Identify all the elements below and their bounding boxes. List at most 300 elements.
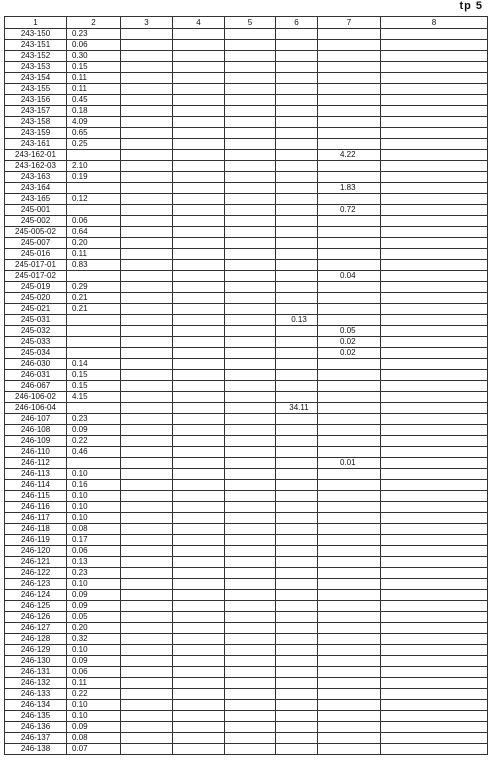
col8-cell bbox=[381, 667, 488, 678]
table-row bbox=[5, 106, 488, 117]
col4-cell bbox=[173, 370, 225, 381]
col3-cell bbox=[121, 480, 173, 491]
col8-cell bbox=[381, 557, 488, 568]
table-row bbox=[5, 381, 488, 392]
col2-cell: 0.05 bbox=[67, 612, 121, 623]
table-row bbox=[5, 150, 488, 161]
col5-cell bbox=[225, 700, 276, 711]
col6-cell bbox=[276, 51, 318, 62]
col2-cell: 0.65 bbox=[67, 128, 121, 139]
data-table bbox=[4, 16, 488, 755]
col8-cell bbox=[381, 678, 488, 689]
col7-cell bbox=[318, 546, 381, 557]
col2-cell: 0.21 bbox=[67, 293, 121, 304]
table-row bbox=[5, 414, 488, 425]
col5-cell bbox=[225, 370, 276, 381]
col6-cell bbox=[276, 425, 318, 436]
col2-cell: 0.10 bbox=[67, 513, 121, 524]
col5-cell bbox=[225, 722, 276, 733]
col5-cell bbox=[225, 326, 276, 337]
col8-cell bbox=[381, 425, 488, 436]
col2-cell: 0.11 bbox=[67, 249, 121, 260]
col5-cell bbox=[225, 678, 276, 689]
col8-cell bbox=[381, 535, 488, 546]
col8-cell bbox=[381, 216, 488, 227]
col2-cell: 0.21 bbox=[67, 304, 121, 315]
col3-cell bbox=[121, 700, 173, 711]
col7-cell bbox=[318, 667, 381, 678]
table-row bbox=[5, 194, 488, 205]
col3-cell bbox=[121, 150, 173, 161]
col7-cell bbox=[318, 29, 381, 40]
col3-cell bbox=[121, 62, 173, 73]
table-row bbox=[5, 326, 488, 337]
row-id-cell: 243-157 bbox=[5, 106, 67, 117]
row-id-cell: 246-114 bbox=[5, 480, 67, 491]
table-row bbox=[5, 612, 488, 623]
table-body bbox=[5, 29, 488, 755]
row-id-cell: 245-005-02 bbox=[5, 227, 67, 238]
col6-cell bbox=[276, 73, 318, 84]
col8-cell bbox=[381, 183, 488, 194]
row-id-cell: 246-106-04 bbox=[5, 403, 67, 414]
col5-cell bbox=[225, 139, 276, 150]
col2-cell: 0.10 bbox=[67, 711, 121, 722]
col4-cell bbox=[173, 447, 225, 458]
col3-cell bbox=[121, 139, 173, 150]
col4-cell bbox=[173, 128, 225, 139]
col2-cell: 0.23 bbox=[67, 568, 121, 579]
col7-cell bbox=[318, 513, 381, 524]
row-id-cell: 243-159 bbox=[5, 128, 67, 139]
col5-cell bbox=[225, 447, 276, 458]
table-row bbox=[5, 700, 488, 711]
col8-cell bbox=[381, 260, 488, 271]
table-row bbox=[5, 40, 488, 51]
col6-cell bbox=[276, 722, 318, 733]
col5-cell bbox=[225, 337, 276, 348]
col3-cell bbox=[121, 117, 173, 128]
row-id-cell: 245-017-01 bbox=[5, 260, 67, 271]
col8-cell bbox=[381, 469, 488, 480]
col4-cell bbox=[173, 293, 225, 304]
table-row bbox=[5, 722, 488, 733]
col7-cell bbox=[318, 260, 381, 271]
col6-cell bbox=[276, 381, 318, 392]
col8-cell bbox=[381, 139, 488, 150]
table-row bbox=[5, 271, 488, 282]
col2-cell: 0.11 bbox=[67, 73, 121, 84]
table-row bbox=[5, 667, 488, 678]
table-row bbox=[5, 579, 488, 590]
col8-cell bbox=[381, 73, 488, 84]
col3-cell bbox=[121, 172, 173, 183]
col5-cell bbox=[225, 117, 276, 128]
col7-cell bbox=[318, 403, 381, 414]
col4-cell bbox=[173, 656, 225, 667]
row-id-cell: 243-152 bbox=[5, 51, 67, 62]
row-id-cell: 246-131 bbox=[5, 667, 67, 678]
col8-cell bbox=[381, 458, 488, 469]
col5-cell bbox=[225, 557, 276, 568]
col8-cell bbox=[381, 546, 488, 557]
col6-cell bbox=[276, 711, 318, 722]
col2-cell: 0.06 bbox=[67, 216, 121, 227]
col7-cell: 0.02 bbox=[318, 348, 381, 359]
col8-cell bbox=[381, 689, 488, 700]
col4-cell bbox=[173, 700, 225, 711]
col2-cell: 0.32 bbox=[67, 634, 121, 645]
table-row bbox=[5, 62, 488, 73]
col4-cell bbox=[173, 84, 225, 95]
table-row bbox=[5, 491, 488, 502]
col3-cell bbox=[121, 260, 173, 271]
col5-cell bbox=[225, 150, 276, 161]
col3-cell bbox=[121, 106, 173, 117]
col6-cell bbox=[276, 634, 318, 645]
col7-cell bbox=[318, 249, 381, 260]
col6-cell bbox=[276, 205, 318, 216]
col7-cell bbox=[318, 645, 381, 656]
row-id-cell: 246-130 bbox=[5, 656, 67, 667]
col3-cell bbox=[121, 557, 173, 568]
col4-cell bbox=[173, 172, 225, 183]
col6-cell bbox=[276, 194, 318, 205]
col3-cell bbox=[121, 469, 173, 480]
col5-cell bbox=[225, 491, 276, 502]
col5-cell bbox=[225, 183, 276, 194]
col5-cell bbox=[225, 392, 276, 403]
col5-cell bbox=[225, 106, 276, 117]
col7-cell bbox=[318, 722, 381, 733]
col2-cell: 4.09 bbox=[67, 117, 121, 128]
col4-cell bbox=[173, 601, 225, 612]
col5-cell bbox=[225, 469, 276, 480]
col5-cell bbox=[225, 304, 276, 315]
row-id-cell: 243-161 bbox=[5, 139, 67, 150]
col7-cell bbox=[318, 62, 381, 73]
table-row bbox=[5, 524, 488, 535]
table-row bbox=[5, 29, 488, 40]
table-row bbox=[5, 205, 488, 216]
col8-cell bbox=[381, 205, 488, 216]
col8-cell bbox=[381, 645, 488, 656]
row-id-cell: 245-019 bbox=[5, 282, 67, 293]
col5-cell bbox=[225, 601, 276, 612]
row-id-cell: 246-067 bbox=[5, 381, 67, 392]
col7-cell bbox=[318, 733, 381, 744]
col2-cell: 0.09 bbox=[67, 590, 121, 601]
col6-cell bbox=[276, 645, 318, 656]
col4-cell bbox=[173, 183, 225, 194]
col2-cell: 4.15 bbox=[67, 392, 121, 403]
col8-cell bbox=[381, 722, 488, 733]
col7-cell bbox=[318, 678, 381, 689]
col3-cell bbox=[121, 733, 173, 744]
col2-cell bbox=[67, 403, 121, 414]
col6-cell bbox=[276, 733, 318, 744]
col8-cell bbox=[381, 403, 488, 414]
row-id-cell: 245-032 bbox=[5, 326, 67, 337]
table-row bbox=[5, 403, 488, 414]
row-id-cell: 243-156 bbox=[5, 95, 67, 106]
col8-cell bbox=[381, 304, 488, 315]
col8-cell bbox=[381, 414, 488, 425]
col5-cell bbox=[225, 579, 276, 590]
col3-cell bbox=[121, 216, 173, 227]
row-id-cell: 245-020 bbox=[5, 293, 67, 304]
col5-cell bbox=[225, 282, 276, 293]
row-id-cell: 246-132 bbox=[5, 678, 67, 689]
row-id-cell: 243-162-03 bbox=[5, 161, 67, 172]
col2-cell bbox=[67, 271, 121, 282]
col4-cell bbox=[173, 744, 225, 755]
col2-cell: 0.16 bbox=[67, 480, 121, 491]
col8-cell bbox=[381, 359, 488, 370]
col6-cell bbox=[276, 183, 318, 194]
col2-cell: 0.19 bbox=[67, 172, 121, 183]
col4-cell bbox=[173, 502, 225, 513]
col5-cell bbox=[225, 73, 276, 84]
table-row bbox=[5, 227, 488, 238]
col6-cell bbox=[276, 414, 318, 425]
col2-cell: 0.06 bbox=[67, 40, 121, 51]
col7-cell: 4.22 bbox=[318, 150, 381, 161]
col5-cell bbox=[225, 513, 276, 524]
col6-cell bbox=[276, 546, 318, 557]
col7-cell bbox=[318, 656, 381, 667]
col7-cell bbox=[318, 40, 381, 51]
col7-cell bbox=[318, 216, 381, 227]
col4-cell bbox=[173, 117, 225, 128]
col4-cell bbox=[173, 249, 225, 260]
col5-cell bbox=[225, 95, 276, 106]
col4-cell bbox=[173, 40, 225, 51]
col7-cell bbox=[318, 304, 381, 315]
col3-cell bbox=[121, 513, 173, 524]
table-row bbox=[5, 469, 488, 480]
col7-cell: 0.04 bbox=[318, 271, 381, 282]
col6-cell bbox=[276, 139, 318, 150]
col5-cell bbox=[225, 29, 276, 40]
col2-cell bbox=[67, 458, 121, 469]
col8-cell bbox=[381, 249, 488, 260]
row-id-cell: 246-116 bbox=[5, 502, 67, 513]
col7-cell bbox=[318, 370, 381, 381]
col6-cell bbox=[276, 656, 318, 667]
column-header-1: 1 bbox=[5, 17, 67, 29]
row-id-cell: 246-129 bbox=[5, 645, 67, 656]
col3-cell bbox=[121, 95, 173, 106]
col3-cell bbox=[121, 359, 173, 370]
col3-cell bbox=[121, 381, 173, 392]
col6-cell bbox=[276, 293, 318, 304]
table-row bbox=[5, 436, 488, 447]
col3-cell bbox=[121, 84, 173, 95]
col2-cell bbox=[67, 183, 121, 194]
col7-cell bbox=[318, 502, 381, 513]
col2-cell: 0.64 bbox=[67, 227, 121, 238]
col5-cell bbox=[225, 62, 276, 73]
col4-cell bbox=[173, 29, 225, 40]
col8-cell bbox=[381, 601, 488, 612]
table-row bbox=[5, 711, 488, 722]
col7-cell: 0.72 bbox=[318, 205, 381, 216]
col7-cell bbox=[318, 194, 381, 205]
col8-cell bbox=[381, 117, 488, 128]
column-header-4: 4 bbox=[173, 17, 225, 29]
header-row bbox=[5, 17, 488, 29]
table-row bbox=[5, 744, 488, 755]
col3-cell bbox=[121, 128, 173, 139]
col5-cell bbox=[225, 623, 276, 634]
col3-cell bbox=[121, 436, 173, 447]
col4-cell bbox=[173, 458, 225, 469]
col6-cell bbox=[276, 249, 318, 260]
col7-cell bbox=[318, 51, 381, 62]
col2-cell: 0.10 bbox=[67, 579, 121, 590]
col8-cell bbox=[381, 480, 488, 491]
col6-cell bbox=[276, 304, 318, 315]
col7-cell bbox=[318, 425, 381, 436]
row-id-cell: 243-165 bbox=[5, 194, 67, 205]
col6-cell bbox=[276, 436, 318, 447]
col7-cell bbox=[318, 227, 381, 238]
col6-cell bbox=[276, 117, 318, 128]
col2-cell: 0.22 bbox=[67, 436, 121, 447]
col4-cell bbox=[173, 381, 225, 392]
col3-cell bbox=[121, 722, 173, 733]
col7-cell bbox=[318, 491, 381, 502]
col4-cell bbox=[173, 205, 225, 216]
row-id-cell: 246-123 bbox=[5, 579, 67, 590]
row-id-cell: 243-163 bbox=[5, 172, 67, 183]
col3-cell bbox=[121, 546, 173, 557]
col4-cell bbox=[173, 425, 225, 436]
row-id-cell: 246-117 bbox=[5, 513, 67, 524]
row-id-cell: 246-137 bbox=[5, 733, 67, 744]
col7-cell bbox=[318, 359, 381, 370]
col4-cell bbox=[173, 304, 225, 315]
col3-cell bbox=[121, 601, 173, 612]
col4-cell bbox=[173, 62, 225, 73]
col7-cell bbox=[318, 73, 381, 84]
col4-cell bbox=[173, 414, 225, 425]
col4-cell bbox=[173, 634, 225, 645]
col8-cell bbox=[381, 348, 488, 359]
col8-cell bbox=[381, 84, 488, 95]
col3-cell bbox=[121, 744, 173, 755]
col4-cell bbox=[173, 216, 225, 227]
col6-cell bbox=[276, 282, 318, 293]
col2-cell: 0.10 bbox=[67, 700, 121, 711]
col3-cell bbox=[121, 634, 173, 645]
col7-cell bbox=[318, 84, 381, 95]
col2-cell: 0.23 bbox=[67, 29, 121, 40]
col6-cell: 34.11 bbox=[276, 403, 318, 414]
col8-cell bbox=[381, 711, 488, 722]
col2-cell: 0.09 bbox=[67, 425, 121, 436]
col2-cell: 0.06 bbox=[67, 546, 121, 557]
table-row bbox=[5, 161, 488, 172]
col4-cell bbox=[173, 238, 225, 249]
col4-cell bbox=[173, 590, 225, 601]
table-row bbox=[5, 183, 488, 194]
col6-cell bbox=[276, 513, 318, 524]
col4-cell bbox=[173, 711, 225, 722]
col6-cell bbox=[276, 469, 318, 480]
table-row bbox=[5, 216, 488, 227]
row-id-cell: 245-034 bbox=[5, 348, 67, 359]
col5-cell bbox=[225, 458, 276, 469]
col7-cell bbox=[318, 381, 381, 392]
col4-cell bbox=[173, 557, 225, 568]
col4-cell bbox=[173, 271, 225, 282]
table-row bbox=[5, 601, 488, 612]
col5-cell bbox=[225, 535, 276, 546]
col6-cell bbox=[276, 29, 318, 40]
col3-cell bbox=[121, 249, 173, 260]
col5-cell bbox=[225, 238, 276, 249]
col6-cell bbox=[276, 480, 318, 491]
col2-cell: 0.83 bbox=[67, 260, 121, 271]
table-row bbox=[5, 282, 488, 293]
col5-cell bbox=[225, 315, 276, 326]
col5-cell bbox=[225, 414, 276, 425]
table-row bbox=[5, 425, 488, 436]
row-id-cell: 246-125 bbox=[5, 601, 67, 612]
col2-cell: 0.10 bbox=[67, 469, 121, 480]
col8-cell bbox=[381, 370, 488, 381]
col4-cell bbox=[173, 513, 225, 524]
col7-cell bbox=[318, 161, 381, 172]
col4-cell bbox=[173, 678, 225, 689]
table-row bbox=[5, 535, 488, 546]
col7-cell bbox=[318, 557, 381, 568]
row-id-cell: 246-106-02 bbox=[5, 392, 67, 403]
col4-cell bbox=[173, 194, 225, 205]
col2-cell: 0.09 bbox=[67, 601, 121, 612]
col7-cell bbox=[318, 172, 381, 183]
col3-cell bbox=[121, 29, 173, 40]
col8-cell bbox=[381, 106, 488, 117]
row-id-cell: 243-150 bbox=[5, 29, 67, 40]
column-header-8: 8 bbox=[381, 17, 488, 29]
col8-cell bbox=[381, 271, 488, 282]
table-row bbox=[5, 590, 488, 601]
col8-cell bbox=[381, 315, 488, 326]
col4-cell bbox=[173, 51, 225, 62]
col3-cell bbox=[121, 370, 173, 381]
col5-cell bbox=[225, 436, 276, 447]
table-row bbox=[5, 128, 488, 139]
col6-cell bbox=[276, 678, 318, 689]
col7-cell bbox=[318, 106, 381, 117]
col4-cell bbox=[173, 535, 225, 546]
col5-cell bbox=[225, 51, 276, 62]
table-row bbox=[5, 293, 488, 304]
col6-cell bbox=[276, 95, 318, 106]
col5-cell bbox=[225, 689, 276, 700]
col4-cell bbox=[173, 469, 225, 480]
col7-cell bbox=[318, 524, 381, 535]
col7-cell bbox=[318, 480, 381, 491]
table-row bbox=[5, 249, 488, 260]
col3-cell bbox=[121, 667, 173, 678]
col6-cell bbox=[276, 40, 318, 51]
col6-cell bbox=[276, 359, 318, 370]
col3-cell bbox=[121, 238, 173, 249]
